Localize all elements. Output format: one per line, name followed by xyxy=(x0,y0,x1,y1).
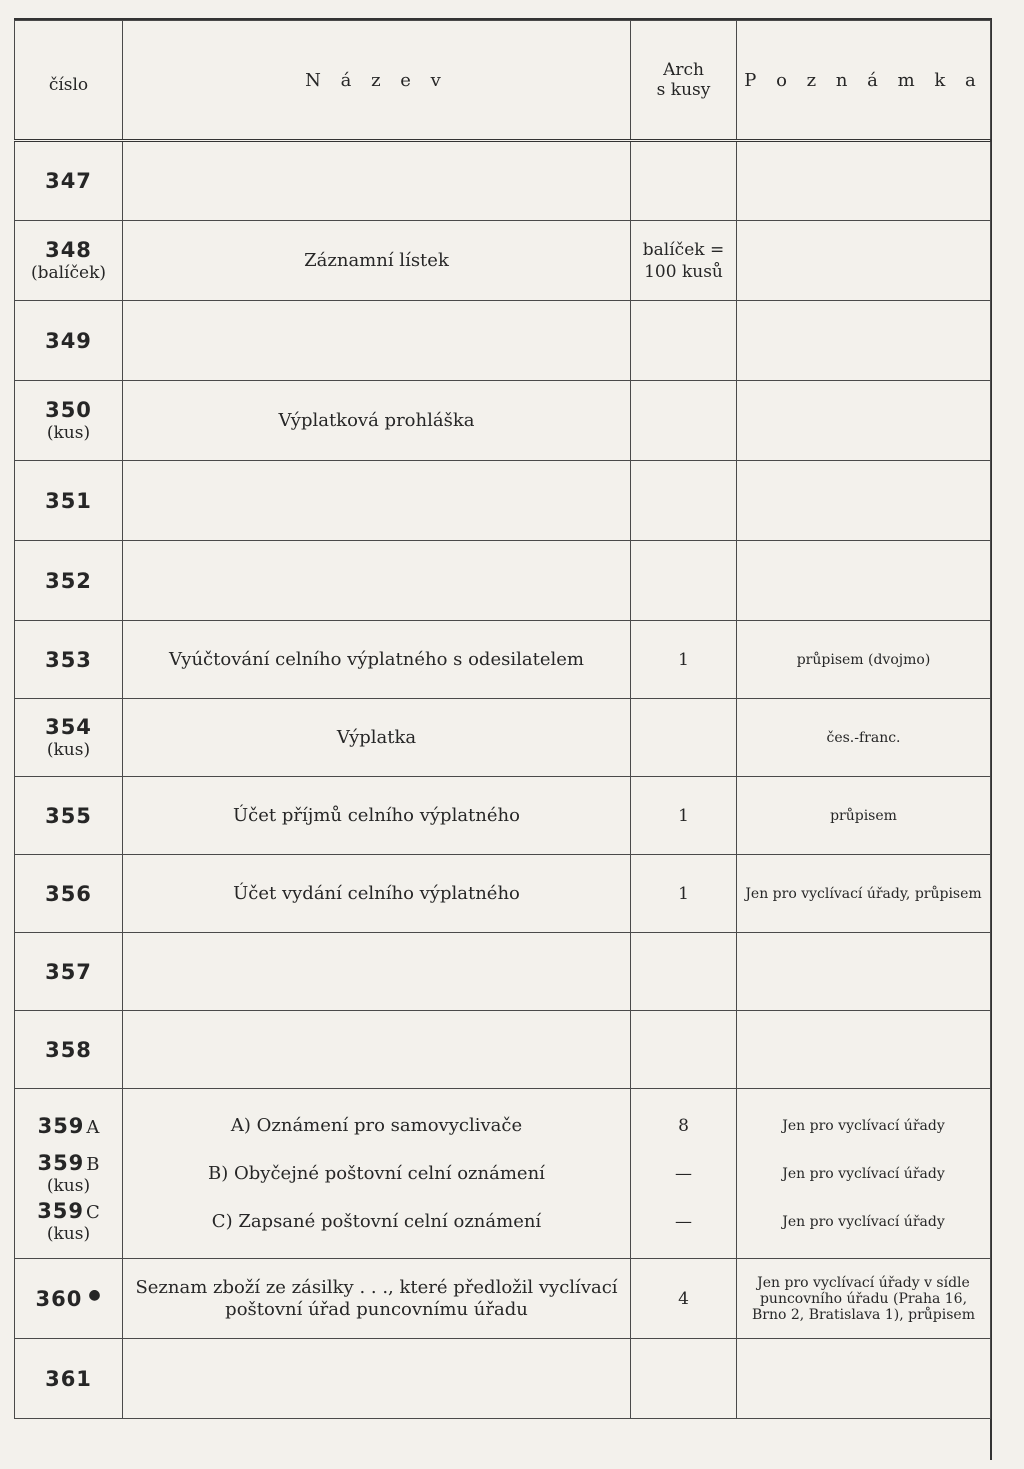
form-number xyxy=(15,1287,122,1311)
cell-note xyxy=(737,1089,991,1259)
form-number: 359 xyxy=(37,1150,85,1175)
cell-qty xyxy=(631,381,737,461)
cell-qty xyxy=(631,461,737,541)
form-unit: (kus) xyxy=(46,422,91,443)
cell-qty xyxy=(631,1011,737,1089)
sub-name-c: C) Zapsané poštovní celní oznámení xyxy=(211,1211,542,1232)
cell-note: Jen pro vyclívací úřady, průpisem xyxy=(737,855,991,933)
cell-number xyxy=(15,1259,123,1339)
cell-qty xyxy=(631,541,737,621)
table-row xyxy=(15,855,991,933)
form-number-text: 360 xyxy=(35,1286,83,1311)
cell-name: Seznam zboží ze zásilky . . ., které předložil vyclívací poštovní úřad puncovnímu úřadu xyxy=(123,1259,631,1339)
table-row xyxy=(15,461,991,541)
cell-note: průpisem (dvojmo) xyxy=(737,621,991,699)
sub-qty-b: — xyxy=(675,1163,692,1184)
form-number: 359 xyxy=(37,1198,85,1223)
form-letter: C xyxy=(86,1201,100,1223)
cell-name xyxy=(123,301,631,381)
cell-qty xyxy=(631,301,737,381)
sub-name-b: B) Obyčejné poštovní celní oznámení xyxy=(208,1163,545,1184)
cell-number xyxy=(15,699,123,777)
cell-note xyxy=(737,541,991,621)
form-number: 358 xyxy=(45,1037,92,1062)
cell-number xyxy=(15,933,123,1011)
table-row xyxy=(15,1339,991,1419)
header-arch-line2: s kusy xyxy=(656,80,711,100)
form-register-page xyxy=(14,18,992,1460)
cell-number xyxy=(15,1011,123,1089)
cell-name: Záznamní lístek xyxy=(123,221,631,301)
cell-name xyxy=(123,141,631,221)
cell-note xyxy=(737,221,991,301)
cell-note: Jen pro vyclívací úřady v sídle puncovního úřadu (Praha 16, Brno 2, Bratislava 1), průpisem xyxy=(737,1259,991,1339)
form-number: 348 xyxy=(45,237,92,262)
cell-qty: balíček = 100 kusů xyxy=(631,221,737,301)
form-number: 359 xyxy=(37,1113,85,1138)
table-row xyxy=(15,933,991,1011)
header-cislo: číslo xyxy=(15,21,123,141)
cell-note xyxy=(737,301,991,381)
cell-qty xyxy=(631,699,737,777)
cell-name xyxy=(123,461,631,541)
header-arch xyxy=(631,21,737,141)
header-poznamka: P o z n á m k a xyxy=(737,21,991,141)
cell-number xyxy=(15,1089,123,1259)
cell-note xyxy=(737,381,991,461)
cell-number xyxy=(15,221,123,301)
sub-number-c xyxy=(15,1198,122,1246)
cell-name xyxy=(123,541,631,621)
form-letter: A xyxy=(86,1116,100,1138)
sub-number-b xyxy=(15,1150,122,1198)
cell-name xyxy=(123,1089,631,1259)
sub-note-b: Jen pro vyclívací úřady xyxy=(782,1165,945,1182)
form-number: 354 xyxy=(45,714,92,739)
cell-number xyxy=(15,855,123,933)
form-number: 361 xyxy=(45,1366,92,1391)
form-letter: B xyxy=(86,1153,100,1175)
cell-name: Vyúčtování celního výplatného s odesilatelem xyxy=(123,621,631,699)
cell-qty xyxy=(631,1339,737,1419)
table-row xyxy=(15,621,991,699)
cell-name: Účet příjmů celního výplatného xyxy=(123,777,631,855)
cell-name: Výplatková prohláška xyxy=(123,381,631,461)
cell-qty xyxy=(631,933,737,1011)
cell-qty: 1 xyxy=(631,621,737,699)
cell-note xyxy=(737,1339,991,1419)
form-unit: (kus) xyxy=(46,1223,91,1244)
sub-note-a: Jen pro vyclívací úřady xyxy=(782,1117,945,1134)
cell-number xyxy=(15,141,123,221)
cell-name xyxy=(123,1011,631,1089)
form-number: 351 xyxy=(45,488,92,513)
sub-qty-c: — xyxy=(675,1211,692,1232)
cell-number xyxy=(15,621,123,699)
table-row xyxy=(15,1011,991,1089)
form-number: 352 xyxy=(45,568,92,593)
table-row xyxy=(15,541,991,621)
form-number: 355 xyxy=(45,803,92,828)
cell-number xyxy=(15,777,123,855)
forms-table xyxy=(14,20,991,1419)
form-unit: (kus) xyxy=(46,739,91,760)
cell-number xyxy=(15,1339,123,1419)
cell-note xyxy=(737,141,991,221)
sub-qty-a: 8 xyxy=(678,1115,689,1136)
sub-number-a xyxy=(15,1102,122,1150)
cell-name: Účet vydání celního výplatného xyxy=(123,855,631,933)
table-row xyxy=(15,141,991,221)
cell-name xyxy=(123,1339,631,1419)
cell-name xyxy=(123,933,631,1011)
table-row xyxy=(15,777,991,855)
table-row-359 xyxy=(15,1089,991,1259)
table-row-360 xyxy=(15,1259,991,1339)
sub-note-c: Jen pro vyclívací úřady xyxy=(782,1213,945,1230)
cell-number xyxy=(15,461,123,541)
cell-number xyxy=(15,541,123,621)
table-row xyxy=(15,221,991,301)
table-header-row xyxy=(15,21,991,141)
form-number: 350 xyxy=(45,397,92,422)
form-number: 349 xyxy=(45,328,92,353)
cell-name: Výplatka xyxy=(123,699,631,777)
cell-note: čes.-franc. xyxy=(737,699,991,777)
table-row xyxy=(15,699,991,777)
cell-qty xyxy=(631,1089,737,1259)
form-number: 347 xyxy=(45,169,92,193)
sub-name-a: A) Oznámení pro samovyclivače xyxy=(230,1115,523,1136)
form-number: 353 xyxy=(45,647,92,672)
form-number: 357 xyxy=(45,959,92,984)
cell-note xyxy=(737,461,991,541)
header-nazev: N á z e v xyxy=(123,21,631,141)
cell-number xyxy=(15,301,123,381)
header-arch-line1: Arch xyxy=(663,60,704,80)
cell-note xyxy=(737,933,991,1011)
table-row xyxy=(15,381,991,461)
form-unit: (balíček) xyxy=(30,262,107,283)
cell-qty: 4 xyxy=(631,1259,737,1339)
cell-qty xyxy=(631,141,737,221)
cell-note xyxy=(737,1011,991,1089)
form-number: 356 xyxy=(45,881,92,906)
form-unit: (kus) xyxy=(46,1175,91,1196)
cell-note: průpisem xyxy=(737,777,991,855)
bullet-marker-icon: ● xyxy=(88,1286,102,1303)
cell-qty: 1 xyxy=(631,855,737,933)
table-row xyxy=(15,301,991,381)
cell-number xyxy=(15,381,123,461)
cell-qty: 1 xyxy=(631,777,737,855)
